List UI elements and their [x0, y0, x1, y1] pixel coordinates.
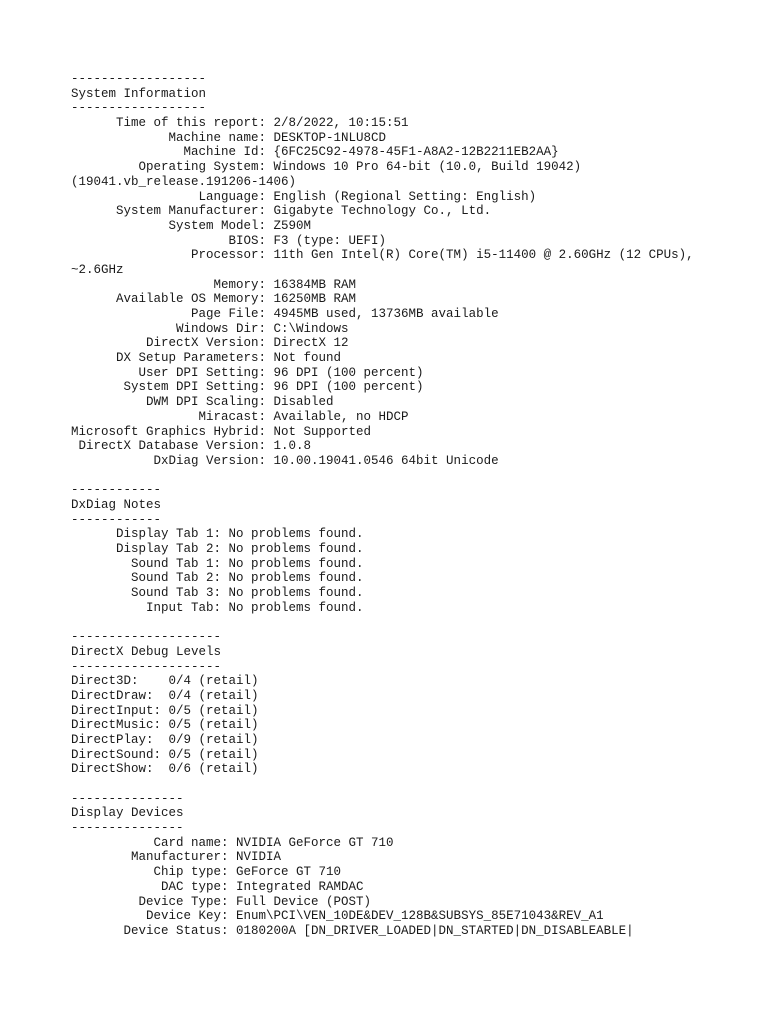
operating-system-line: Operating System: Windows 10 Pro 64-bit (10.0, Build 19042) — [71, 160, 582, 175]
miracast-line: Miracast: Available, no HDCP — [71, 409, 409, 424]
input-tab-note: Input Tab: No problems found. — [71, 600, 364, 615]
dxdiag-notes-divider-bottom: ------------ — [71, 512, 162, 527]
display-devices-heading: Display Devices — [71, 806, 184, 821]
available-os-memory-line: Available OS Memory: 16250MB RAM — [71, 292, 357, 307]
dac-type-line: DAC type: Integrated RAMDAC — [71, 879, 364, 894]
device-type-line: Device Type: Full Device (POST) — [71, 894, 372, 909]
processor-line-wrap: ~2.6GHz — [71, 262, 124, 277]
blank-line — [71, 615, 761, 630]
memory-line: Memory: 16384MB RAM — [71, 277, 357, 292]
debug-levels-divider-bottom: -------------------- — [71, 659, 222, 674]
display-devices-divider-bottom: --------------- — [71, 821, 184, 836]
system-information-divider-top: ------------------ — [71, 72, 207, 86]
system-model-line: System Model: Z590M — [71, 218, 312, 233]
card-name-line: Card name: NVIDIA GeForce GT 710 — [71, 835, 394, 850]
directshow-debug-line: DirectShow: 0/6 (retail) — [71, 762, 259, 777]
display-tab-2-note: Display Tab 2: No problems found. — [71, 542, 364, 556]
language-line: Language: English (Regional Setting: English) — [71, 189, 537, 204]
sound-tab-1-note: Sound Tab 1: No problems found. — [71, 556, 364, 571]
device-status-line: Device Status: 0180200A [DN_DRIVER_LOADED|DN_STARTED|DN_DISABLEABLE| — [71, 923, 634, 938]
blank-line — [71, 777, 761, 792]
sound-tab-3-note: Sound Tab 3: No problems found. — [71, 586, 364, 601]
directplay-debug-line: DirectPlay: 0/9 (retail) — [71, 732, 259, 747]
sound-tab-2-note: Sound Tab 2: No problems found. — [71, 571, 364, 586]
bios-line: BIOS: F3 (type: UEFI) — [71, 233, 387, 248]
device-key-line: Device Key: Enum\PCI\VEN_10DE&DEV_128B&SUBSYS_85E71043&REV_A1 — [71, 909, 604, 924]
system-manufacturer-line: System Manufacturer: Gigabyte Technology Co., Ltd. — [71, 204, 492, 219]
user-dpi-setting-line: User DPI Setting: 96 DPI (100 percent) — [71, 365, 424, 380]
directdraw-debug-line: DirectDraw: 0/4 (retail) — [71, 688, 259, 703]
machine-name-line: Machine name: DESKTOP-1NLU8CD — [71, 130, 387, 145]
display-tab-1-note: Display Tab 1: No problems found. — [71, 527, 364, 542]
dxdiag-notes-divider-top: ------------ — [71, 483, 162, 498]
processor-line: Processor: 11th Gen Intel(R) Core(TM) i5-11400 @ 2.60GHz (12 CPUs), — [71, 248, 694, 263]
direct3d-debug-line: Direct3D: 0/4 (retail) — [71, 674, 259, 689]
system-information-divider-bottom: ------------------ — [71, 101, 207, 116]
machine-id-line: Machine Id: {6FC25C92-4978-45F1-A8A2-12B2211EB2AA} — [71, 145, 559, 160]
directmusic-debug-line: DirectMusic: 0/5 (retail) — [71, 718, 259, 733]
directx-version-line: DirectX Version: DirectX 12 — [71, 336, 349, 351]
dxdiag-report — [71, 72, 761, 939]
system-dpi-setting-line: System DPI Setting: 96 DPI (100 percent) — [71, 380, 424, 395]
chip-type-line: Chip type: GeForce GT 710 — [71, 865, 342, 880]
graphics-hybrid-line: Microsoft Graphics Hybrid: Not Supported — [71, 424, 372, 439]
blank-line — [71, 469, 761, 484]
directx-database-version-line: DirectX Database Version: 1.0.8 — [71, 439, 312, 454]
dwm-dpi-scaling-line: DWM DPI Scaling: Disabled — [71, 395, 334, 410]
dxdiag-version-line: DxDiag Version: 10.00.19041.0546 64bit Unicode — [71, 453, 499, 468]
time-of-report-line: Time of this report: 2/8/2022, 10:15:51 — [71, 116, 409, 131]
windows-dir-line: Windows Dir: C:\Windows — [71, 321, 349, 336]
debug-levels-heading: DirectX Debug Levels — [71, 644, 222, 659]
debug-levels-divider-top: -------------------- — [71, 630, 222, 645]
dx-setup-parameters-line: DX Setup Parameters: Not found — [71, 351, 342, 366]
page-file-line: Page File: 4945MB used, 13736MB available — [71, 307, 499, 321]
directsound-debug-line: DirectSound: 0/5 (retail) — [71, 747, 259, 762]
display-devices-divider-top: --------------- — [71, 791, 184, 806]
operating-system-line-wrap: (19041.vb_release.191206-1406) — [71, 174, 297, 189]
manufacturer-line: Manufacturer: NVIDIA — [71, 850, 282, 865]
system-information-heading: System Information — [71, 86, 207, 101]
directinput-debug-line: DirectInput: 0/5 (retail) — [71, 703, 259, 718]
dxdiag-notes-heading: DxDiag Notes — [71, 497, 162, 512]
